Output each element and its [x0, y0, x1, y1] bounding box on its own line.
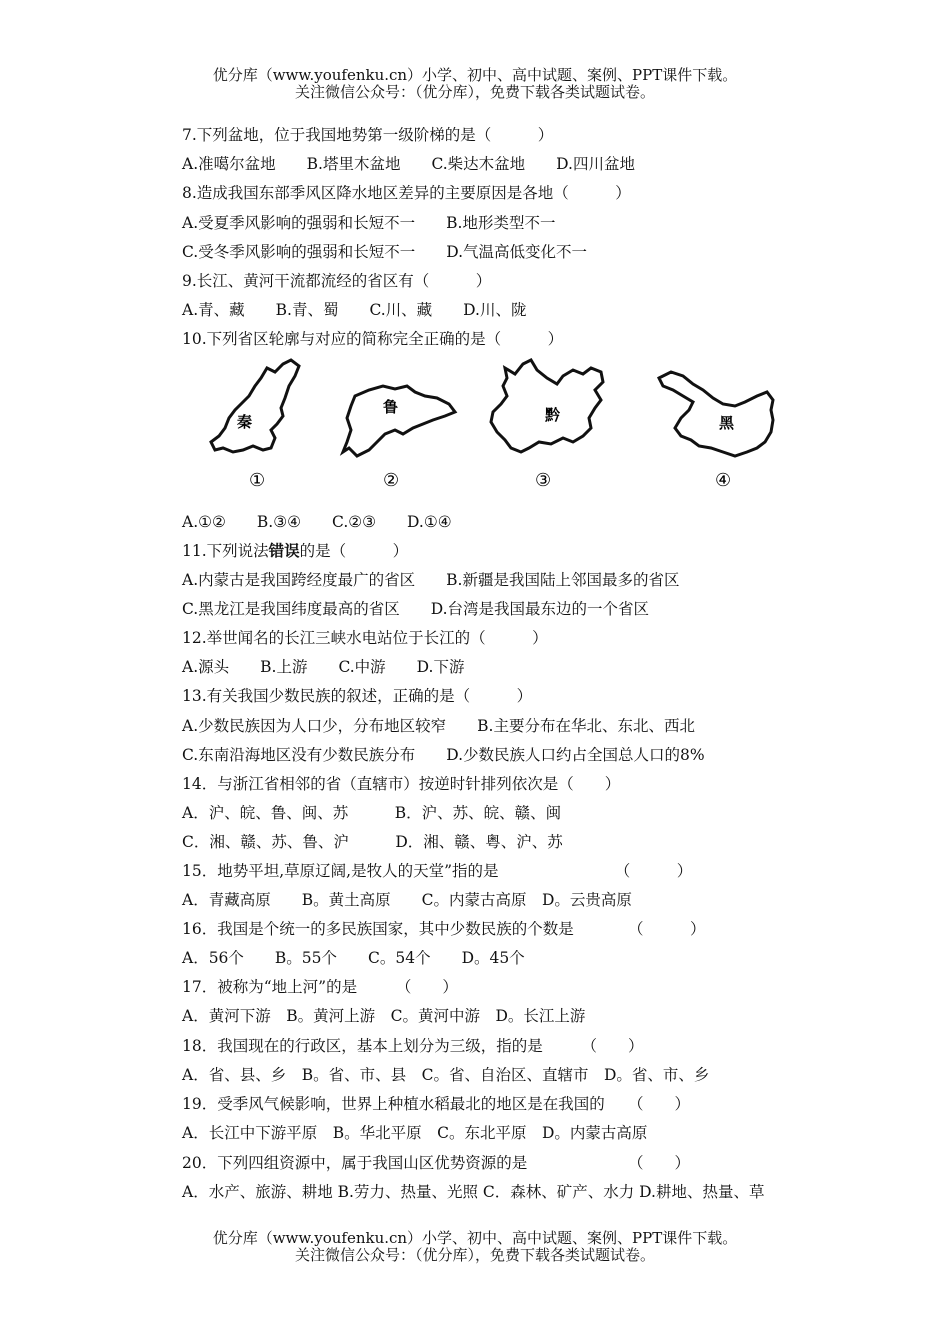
question-12: 12.举世闻名的长江三峡水电站位于长江的（ ） [182, 629, 548, 647]
question-15: 15．地势平坦,草原辽阔,是牧人的天堂”指的是 （ ） [182, 862, 693, 880]
map-2-number: ② [383, 470, 400, 491]
question-11-options-1: A.内蒙古是我国跨经度最广的省区 B.新疆是我国陆上邻国最多的省区 [182, 571, 680, 589]
question-19: 19．受季风气候影响，世界上种植水稻最北的地区是在我国的 （ ） [182, 1095, 690, 1113]
question-13: 13.有关我国少数民族的叙述，正确的是（ ） [182, 687, 533, 705]
page-footer [0, 1230, 950, 1264]
question-14: 14．与浙江省相邻的省（直辖市）按逆时针排列依次是（ ） [182, 775, 621, 793]
question-13-options-2: C.东南沿海地区没有少数民族分布 D.少数民族人口约占全国总人口的8% [182, 746, 705, 764]
map-shandong [343, 386, 455, 491]
map-2-label: 鲁 [383, 398, 399, 416]
question-8: 8.造成我国东部季风区降水地区差异的主要原因是各地（ ） [182, 184, 631, 202]
map-4-number: ④ [715, 470, 732, 491]
question-11 [182, 541, 408, 561]
map-4-outline [659, 372, 773, 456]
map-4-label: 黑 [719, 414, 735, 432]
question-17: 17．被称为“地上河”的是 （ ） [182, 978, 458, 996]
question-9: 9.长江、黄河干流都流经的省区有（ ） [182, 272, 492, 290]
map-1-number: ① [249, 470, 266, 491]
question-7-options: A.准噶尔盆地 B.塔里木盆地 C.柴达木盆地 D.四川盆地 [182, 155, 635, 173]
question-15-options: A．青藏高原 B。黄土高原 C。内蒙古高原 D。云贵高原 [182, 891, 632, 909]
question-7: 7.下列盆地，位于我国地势第一级阶梯的是（ ） [182, 126, 554, 144]
footer-line-2: 关注微信公众号：（优分库），免费下载各类试题试卷。 [294, 1246, 655, 1264]
question-19-options: A．长江中下游平原 B。华北平原 C。东北平原 D。内蒙古高原 [182, 1124, 648, 1142]
question-11-emphasis: 错误 [268, 541, 300, 560]
header-line-2: 关注微信公众号：（优分库），免费下载各类试题试卷。 [294, 83, 655, 101]
question-12-options: A.源头 B.上游 C.中游 D.下游 [182, 658, 465, 676]
footer-line-1: 优分库（www.youfenku.cn）小学、初中、高中试题、案例、PPT课件下载。 [212, 1229, 738, 1247]
page-header [0, 67, 950, 101]
map-heilongjiang [659, 372, 773, 491]
question-16-options: A．56个 B。55个 C。54个 D。45个 [182, 949, 525, 967]
map-1-outline [211, 360, 299, 452]
question-10-options: A.①② B.③④ C.②③ D.①④ [182, 513, 452, 531]
header-line-1: 优分库（www.youfenku.cn）小学、初中、高中试题、案例、PPT课件下载。 [212, 66, 738, 84]
question-16: 16．我国是个统一的多民族国家，其中少数民族的个数是 （ ） [182, 920, 706, 938]
map-guizhou [491, 360, 603, 491]
question-14-options-2: C．湘、赣、苏、鲁、沪 D．湘、赣、粤、沪、苏 [182, 833, 563, 851]
province-outline-maps [205, 356, 780, 496]
question-11-part-2: 的是（ ） [299, 542, 409, 560]
map-2-outline [343, 386, 455, 456]
question-8-options-2: C.受冬季风影响的强弱和长短不一 D.气温高低变化不一 [182, 243, 588, 261]
question-11-part-1: 11.下列说法 [182, 542, 269, 560]
question-18-options: A．省、县、乡 B。省、市、县 C。省、自治区、直辖市 D。省、市、乡 [182, 1066, 710, 1084]
question-8-options-1: A.受夏季风影响的强弱和长短不一 B.地形类型不一 [182, 214, 556, 232]
question-17-options: A．黄河下游 B。黄河上游 C。黄河中游 D。长江上游 [182, 1007, 586, 1025]
question-20: 20．下列四组资源中，属于我国山区优势资源的是 （ ） [182, 1154, 690, 1172]
question-9-options: A.青、藏 B.青、蜀 C.川、藏 D.川、陇 [182, 301, 527, 319]
map-3-number: ③ [535, 470, 552, 491]
question-13-options-1: A.少数民族因为人口少，分布地区较窄 B.主要分布在华北、东北、西北 [182, 717, 695, 735]
map-1-label: 秦 [237, 413, 253, 431]
question-20-options: A．水产、旅游、耕地 B.劳力、热量、光照 C．森林、矿产、水力 D.耕地、热量、草 [182, 1183, 765, 1201]
question-14-options-1: A．沪、皖、鲁、闽、苏 B．沪、苏、皖、赣、闽 [182, 804, 562, 822]
question-10: 10.下列省区轮廓与对应的简称完全正确的是（ ） [182, 330, 564, 348]
map-shaanxi [211, 360, 299, 491]
question-11-options-2: C.黑龙江是我国纬度最高的省区 D.台湾是我国最东边的一个省区 [182, 600, 650, 618]
question-18: 18．我国现在的行政区，基本上划分为三级，指的是 （ ） [182, 1037, 644, 1055]
map-3-label: 黔 [545, 406, 561, 424]
